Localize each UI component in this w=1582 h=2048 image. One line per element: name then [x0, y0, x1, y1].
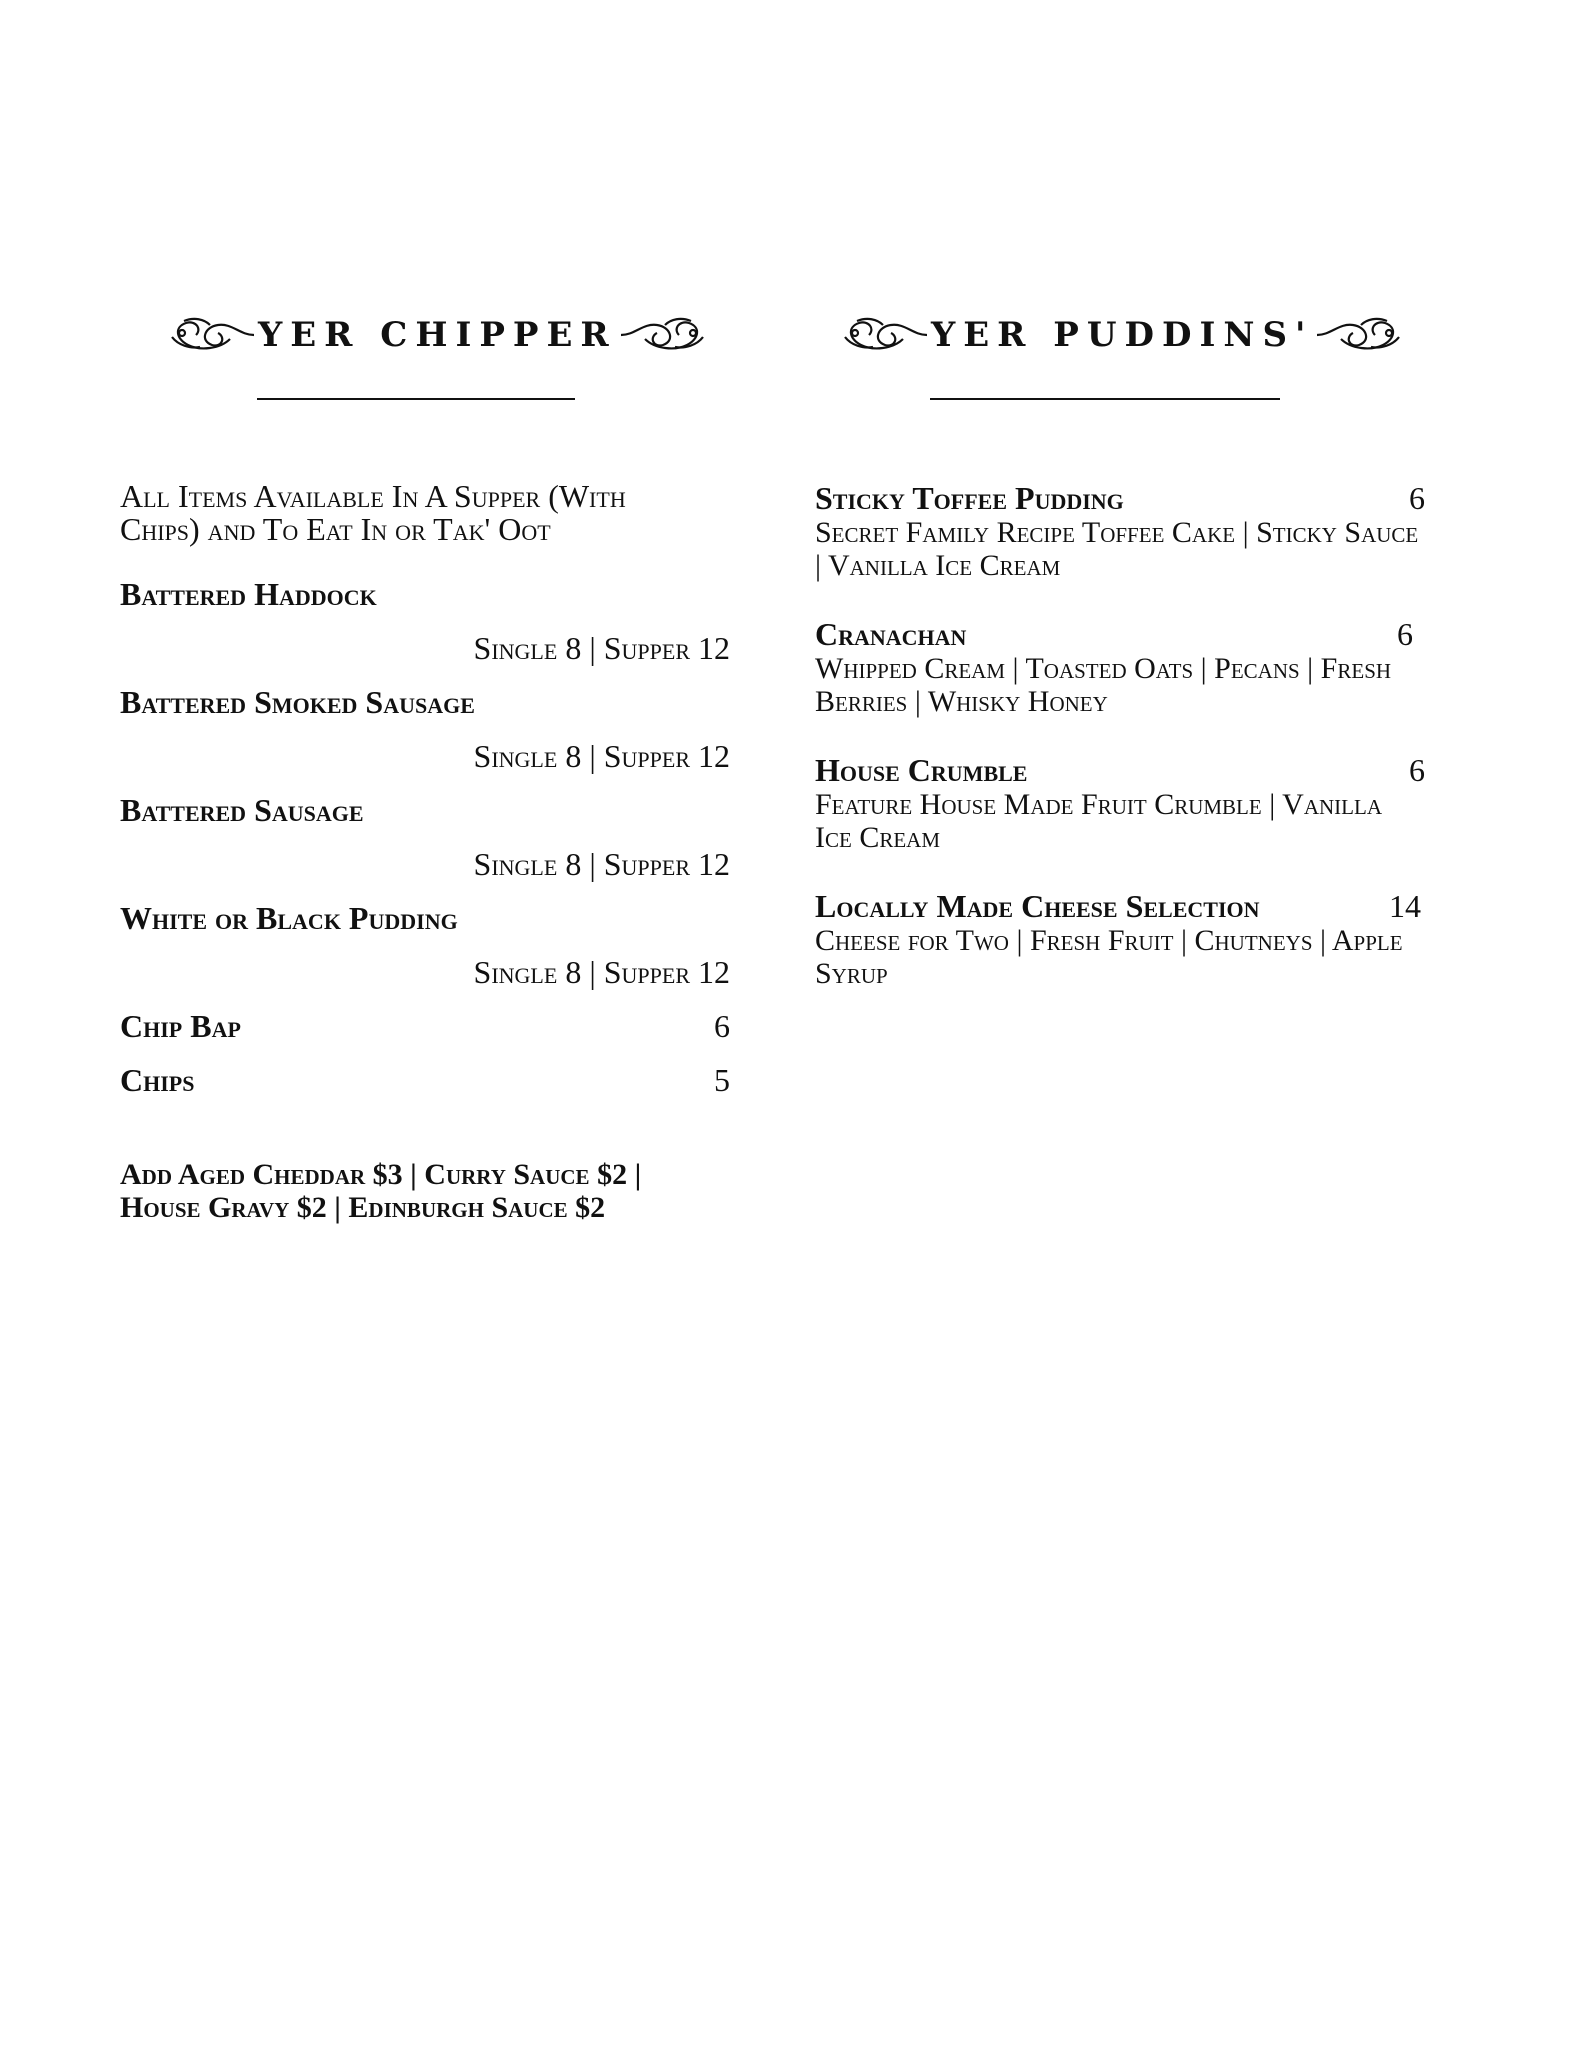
item-name: Chips [120, 1062, 195, 1098]
item-name: White or Black Pudding [120, 900, 458, 936]
item-name: Battered Smoked Sausage [120, 684, 475, 720]
puddins-menu [815, 480, 1425, 1024]
item-name: Locally Made Cheese Selection [815, 888, 1260, 924]
chipper-intro: All Items Available In A Supper (With Chips) and To Eat In or Tak' Oot [120, 478, 626, 547]
chipper-header [170, 300, 705, 370]
item-price-line: Single 8 | Supper 12 [473, 738, 730, 774]
item-name: Chip Bap [120, 1008, 241, 1044]
menu-item-prices [120, 946, 730, 1000]
item-name: House Crumble [815, 752, 1028, 788]
menu-item [120, 892, 730, 946]
item-price: 6 [1409, 480, 1425, 516]
menu-item [120, 568, 730, 622]
item-description: Feature House Made Fruit Crumble | Vanilla Ice Cream [815, 788, 1382, 854]
chipper-rule [257, 398, 575, 400]
item-name: Cranachan [815, 616, 967, 652]
item-price: 5 [714, 1062, 730, 1098]
item-price-line: Single 8 | Supper 12 [473, 846, 730, 882]
item-price-line: Single 8 | Supper 12 [473, 954, 730, 990]
menu-item [815, 888, 1425, 990]
item-price: 14 [1389, 888, 1421, 924]
item-price: 6 [1397, 616, 1413, 652]
item-price-line: Single 8 | Supper 12 [473, 630, 730, 666]
item-name: Battered Sausage [120, 792, 364, 828]
menu-item [815, 752, 1425, 854]
menu-item-prices [120, 622, 730, 676]
puddins-rule [930, 398, 1280, 400]
item-description: Whipped Cream | Toasted Oats | Pecans | Fresh Berries | Whisky Honey [815, 652, 1392, 718]
menu-item [120, 784, 730, 838]
menu-item-prices [120, 730, 730, 784]
item-price: 6 [714, 1008, 730, 1044]
menu-item [815, 480, 1425, 582]
flourish-right-icon [1315, 315, 1401, 355]
item-price: 6 [1409, 752, 1425, 788]
item-name: Battered Haddock [120, 576, 377, 612]
chipper-menu [120, 480, 730, 1224]
menu-item [120, 1000, 730, 1054]
puddins-header [843, 300, 1401, 370]
puddins-title: YER PUDDINS' [931, 315, 1314, 355]
item-name: Sticky Toffee Pudding [815, 480, 1124, 516]
flourish-left-icon [843, 315, 929, 355]
flourish-right-icon [619, 315, 705, 355]
chipper-addons: Add Aged Cheddar $3 | Curry Sauce $2 | House Gravy $2 | Edinburgh Sauce $2 [120, 1158, 642, 1224]
flourish-left-icon [170, 315, 256, 355]
chipper-title: YER CHIPPER [258, 315, 617, 355]
menu-item [120, 1054, 730, 1108]
menu-item-prices [120, 838, 730, 892]
menu-item [815, 616, 1425, 718]
item-description: Cheese for Two | Fresh Fruit | Chutneys | Apple Syrup [815, 924, 1403, 990]
menu-item [120, 676, 730, 730]
item-description: Secret Family Recipe Toffee Cake | Sticky Sauce | Vanilla Ice Cream [815, 516, 1419, 582]
